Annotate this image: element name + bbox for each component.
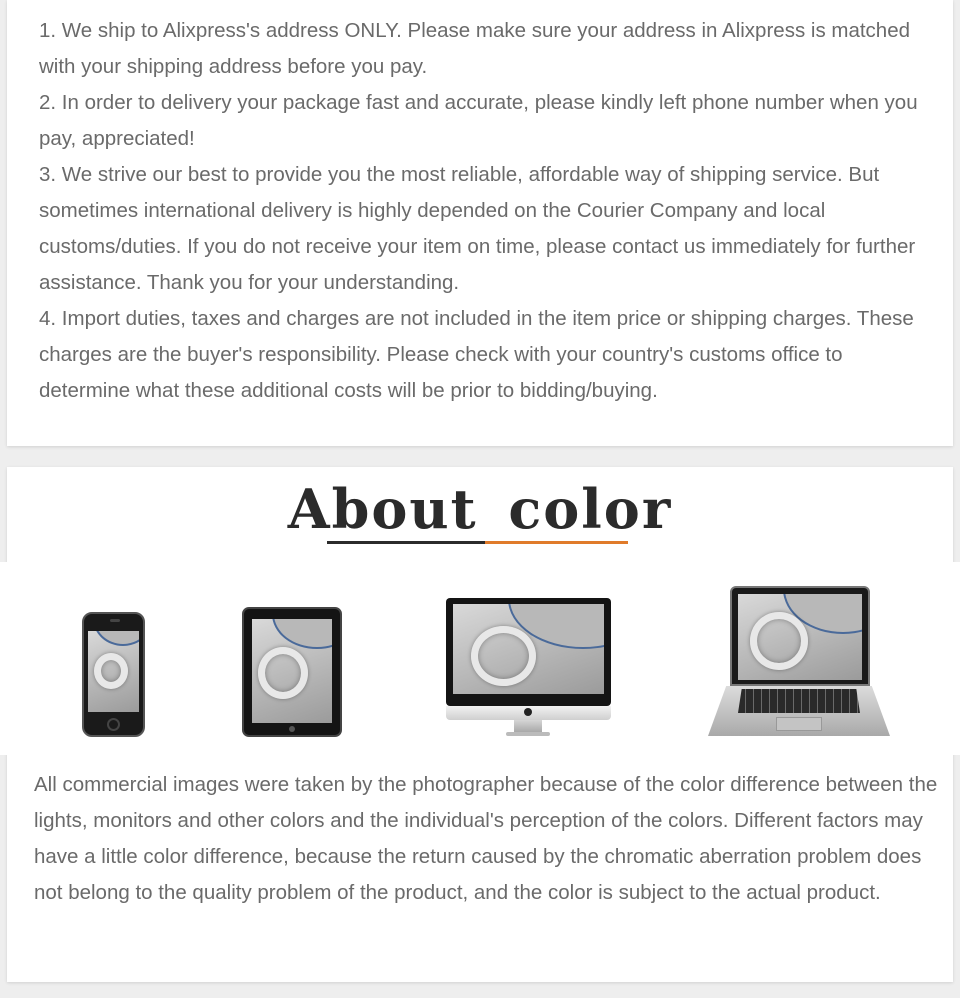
laptop-icon (708, 586, 890, 738)
shipping-note-1: 1. We ship to Alixpress's address ONLY. Please make sure your address in Alixpress is matched with your shipping address before you pay. (39, 19, 911, 78)
shipping-notes-card (7, 0, 953, 446)
desktop-monitor-icon (446, 598, 611, 738)
title-underline-accent (485, 541, 628, 544)
shipping-note-3: 3. We strive our best to provide you the most reliable, affordable way of shipping service. But sometimes international delivery is highly depended on the Courier Company and local customs/duties. If you do not receive your item on time, please contact us immediately for further assistance. Thank you for your understanding. (39, 163, 916, 294)
shipping-notes (39, 13, 939, 409)
about-color-card (7, 467, 953, 982)
tablet-icon (242, 607, 342, 737)
shipping-note-2: 2. In order to delivery your package fast and accurate, please kindly left phone number when you pay, appreciated! (39, 91, 918, 150)
about-color-title: About color (287, 477, 673, 541)
about-color-description: All commercial images were taken by the photographer because of the color difference between the lights, monitors and other colors and the individual's perception of the colors. Different factors may have a little color difference, because the return caused by the chromatic aberration problem does not belong to the quality problem of the product, and the color is subject to the actual product. (34, 773, 938, 904)
devices-illustration (0, 562, 960, 755)
smartphone-icon (82, 612, 145, 737)
shipping-note-4: 4. Import duties, taxes and charges are not included in the item price or shipping charges. These charges are the buyer's responsibility. Please check with your country's customs office to determine what these additional costs will be prior to bidding/buying. (39, 307, 914, 402)
title-underline-dark (327, 541, 487, 544)
